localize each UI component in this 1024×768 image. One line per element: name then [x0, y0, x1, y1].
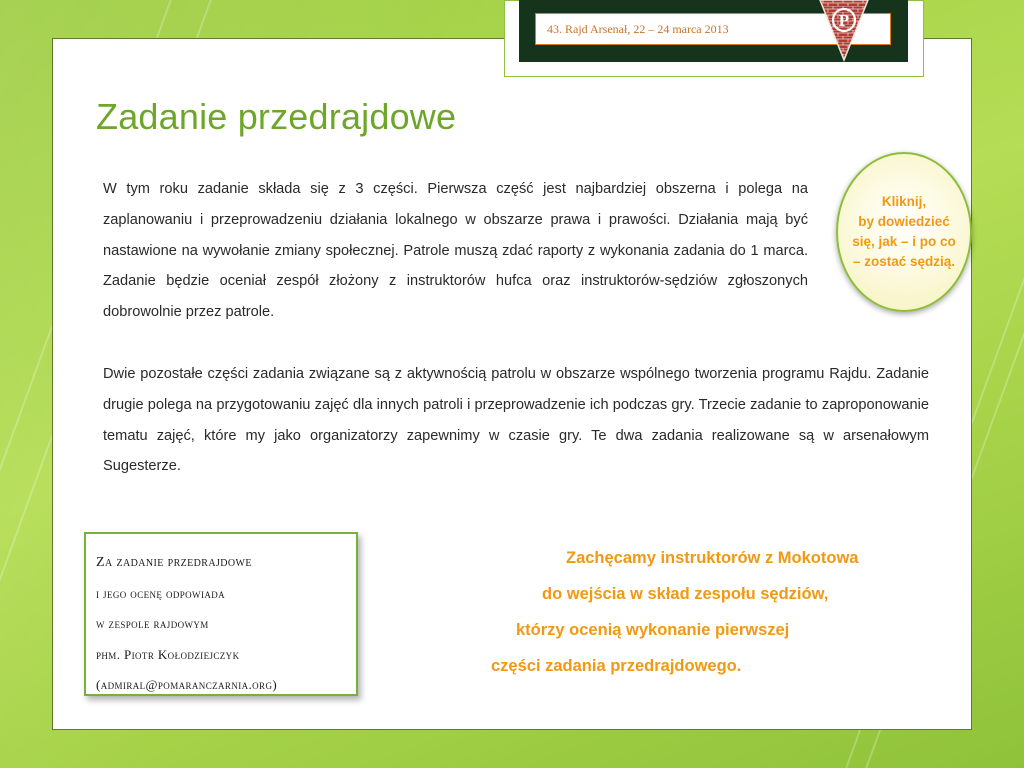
credit-box [84, 532, 358, 696]
paragraph-task-intro: W tym roku zadanie składa się z 3 części. Pierwsza część jest najbardziej obszerna i polega na zaplanowaniu i przeprowadzeniu działania lokalnego w obszarze prawa i prawości. Działania mają być nastawione na wywołanie zmiany społecznej. Patrole muszą zdać raporty z wykonania zadania do 1 marca. Zadanie będzie oceniał zespół złożony z instruktorów hufca oraz instruktorów-sędziów zgłoszonych dobrowolnie przez patrole. [103, 181, 808, 321]
appeal-line: Zachęcamy instruktorów z Mokotowa [566, 549, 859, 567]
credit-line: i jego ocenę odpowiada [96, 585, 226, 601]
credit-person: phm. Piotr Kołodziejczyk [96, 646, 240, 662]
bubble-line: Kliknij, [881, 194, 927, 209]
page-title: Zadanie przedrajdowe [96, 96, 457, 137]
credit-line: Za zadanie przedrajdowe [96, 555, 252, 570]
appeal-line: części zadania przedrajdowego. [491, 657, 742, 675]
bubble-text [845, 192, 963, 272]
appeal-text [430, 540, 950, 684]
appeal-line: do wejścia w skład zespołu sędziów, [542, 585, 829, 603]
brick-shield-icon [818, 0, 870, 62]
event-label: 43. Rajd Arsenał, 22 – 24 marca 2013 [535, 13, 891, 45]
credit-email-link[interactable]: (admiral@pomaranczarnia.org) [96, 677, 278, 692]
paragraph-task-details: Dwie pozostałe części zadania związane są z aktywnością patrolu w obszarze wspólnego tworzenia programu Rajdu. Zadanie drugie polega na przygotowaniu zajęć dla innych patroli i przeprowadzenie ich podczas gry. Trzecie zadanie to zaproponowanie tematu zajęć, które my jako organizatorzy zapewnimy w czasie gry. Te dwa zadania realizowane są w arsenałowym Sugesterze. [103, 366, 929, 475]
bubble-line: – zostać sędzią. [852, 254, 956, 269]
judge-info-bubble-link[interactable] [836, 152, 972, 312]
credit-line: w zespole rajdowym [96, 616, 209, 631]
appeal-line: którzy ocenią wykonanie pierwszej [516, 621, 790, 639]
bubble-line: się, jak – i po co [852, 234, 956, 249]
shield-letter: P [838, 11, 850, 30]
bubble-line: by dowiedzieć [858, 214, 950, 229]
